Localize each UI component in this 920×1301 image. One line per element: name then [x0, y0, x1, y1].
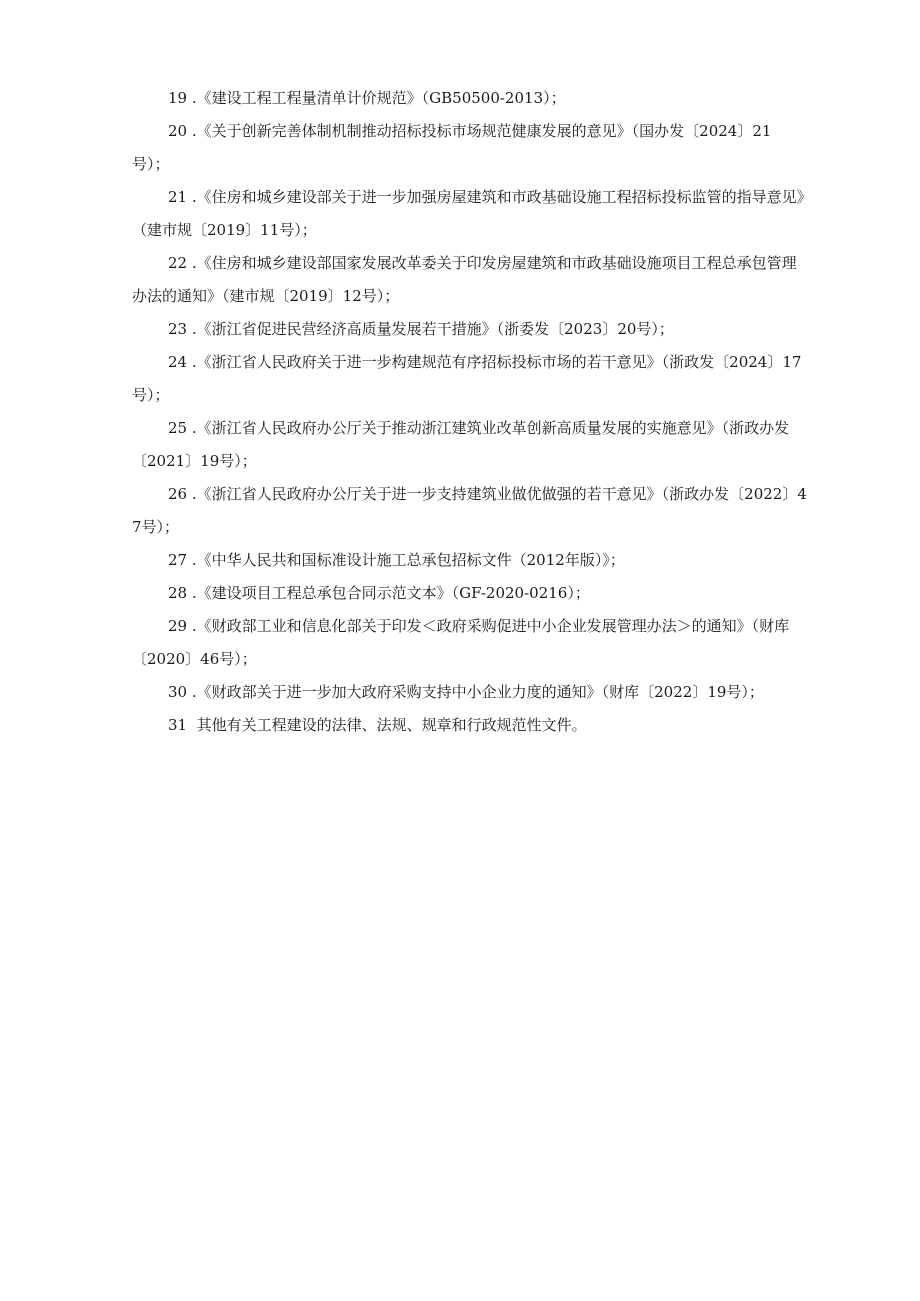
item-text: 《中华人民共和国标准设计施工总承包招标文件（2012年版）》； — [196, 551, 625, 569]
list-item — [132, 346, 808, 412]
item-separator: . — [187, 254, 197, 272]
item-number: 20 — [168, 122, 188, 140]
item-text: 《财政部关于进一步加大政府采购支持中小企业力度的通知》（财库〔2022〕19号）； — [196, 683, 764, 701]
item-number: 25 — [168, 419, 188, 437]
item-number: 23 — [168, 320, 188, 338]
item-text: 《关于创新完善体制机制推动招标投标市场规范健康发展的意见》（国办发〔2024〕21号）； — [132, 122, 772, 173]
list-item — [132, 115, 808, 181]
item-separator: . — [187, 584, 197, 602]
regulation-list — [132, 82, 808, 742]
item-separator: . — [187, 188, 197, 206]
list-item — [132, 181, 808, 247]
item-separator: . — [187, 683, 197, 701]
list-item — [132, 412, 808, 478]
item-number: 22 — [168, 254, 188, 272]
item-text: 《住房和城乡建设部关于进一步加强房屋建筑和市政基础设施工程招标投标监管的指导意见》（建市规〔2019〕11号）； — [132, 188, 805, 239]
list-item — [132, 247, 808, 313]
item-text: 《浙江省促进民营经济高质量发展若干措施》（浙委发〔2023〕20号）； — [196, 320, 674, 338]
item-text: 《建设工程工程量清单计价规范》（GB50500-2013）； — [196, 89, 566, 107]
item-separator: . — [187, 320, 197, 338]
item-separator: . — [187, 89, 197, 107]
item-text: 《建设项目工程总承包合同示范文本》（GF-2020-0216）； — [196, 584, 590, 602]
item-number: 28 — [168, 584, 188, 602]
item-separator: . — [187, 122, 197, 140]
item-separator: . — [187, 617, 197, 635]
item-text: 《住房和城乡建设部国家发展改革委关于印发房屋建筑和市政基础设施项目工程总承包管理办法的通知》（建市规〔2019〕12号）； — [132, 254, 797, 305]
list-item — [132, 544, 808, 577]
item-separator: . — [187, 485, 197, 503]
list-item — [132, 709, 808, 742]
item-text: 其他有关工程建设的法律、法规、规章和行政规范性文件。 — [196, 716, 587, 734]
list-item — [132, 610, 808, 676]
item-number: 29 — [168, 617, 188, 635]
item-separator — [187, 716, 197, 734]
list-item — [132, 313, 808, 346]
item-number: 26 — [168, 485, 188, 503]
item-text: 《财政部工业和信息化部关于印发＜政府采购促进中小企业发展管理办法＞的通知》（财库〔2020〕46号）； — [132, 617, 790, 668]
item-number: 19 — [168, 89, 188, 107]
item-number: 27 — [168, 551, 188, 569]
item-separator: . — [187, 419, 197, 437]
list-item — [132, 478, 808, 544]
list-item — [132, 82, 808, 115]
item-text: 《浙江省人民政府办公厅关于推动浙江建筑业改革创新高质量发展的实施意见》（浙政办发〔2021〕19号）； — [132, 419, 790, 470]
item-number: 30 — [168, 683, 188, 701]
item-text: 《浙江省人民政府关于进一步构建规范有序招标投标市场的若干意见》（浙政发〔2024〕17号）； — [132, 353, 802, 404]
item-text: 《浙江省人民政府办公厅关于进一步支持建筑业做优做强的若干意见》（浙政办发〔2022〕47号）； — [132, 485, 807, 536]
list-item — [132, 577, 808, 610]
list-item — [132, 676, 808, 709]
item-number: 31 — [168, 716, 188, 734]
item-separator: . — [187, 551, 197, 569]
item-separator: . — [187, 353, 197, 371]
item-number: 21 — [168, 188, 188, 206]
item-number: 24 — [168, 353, 188, 371]
